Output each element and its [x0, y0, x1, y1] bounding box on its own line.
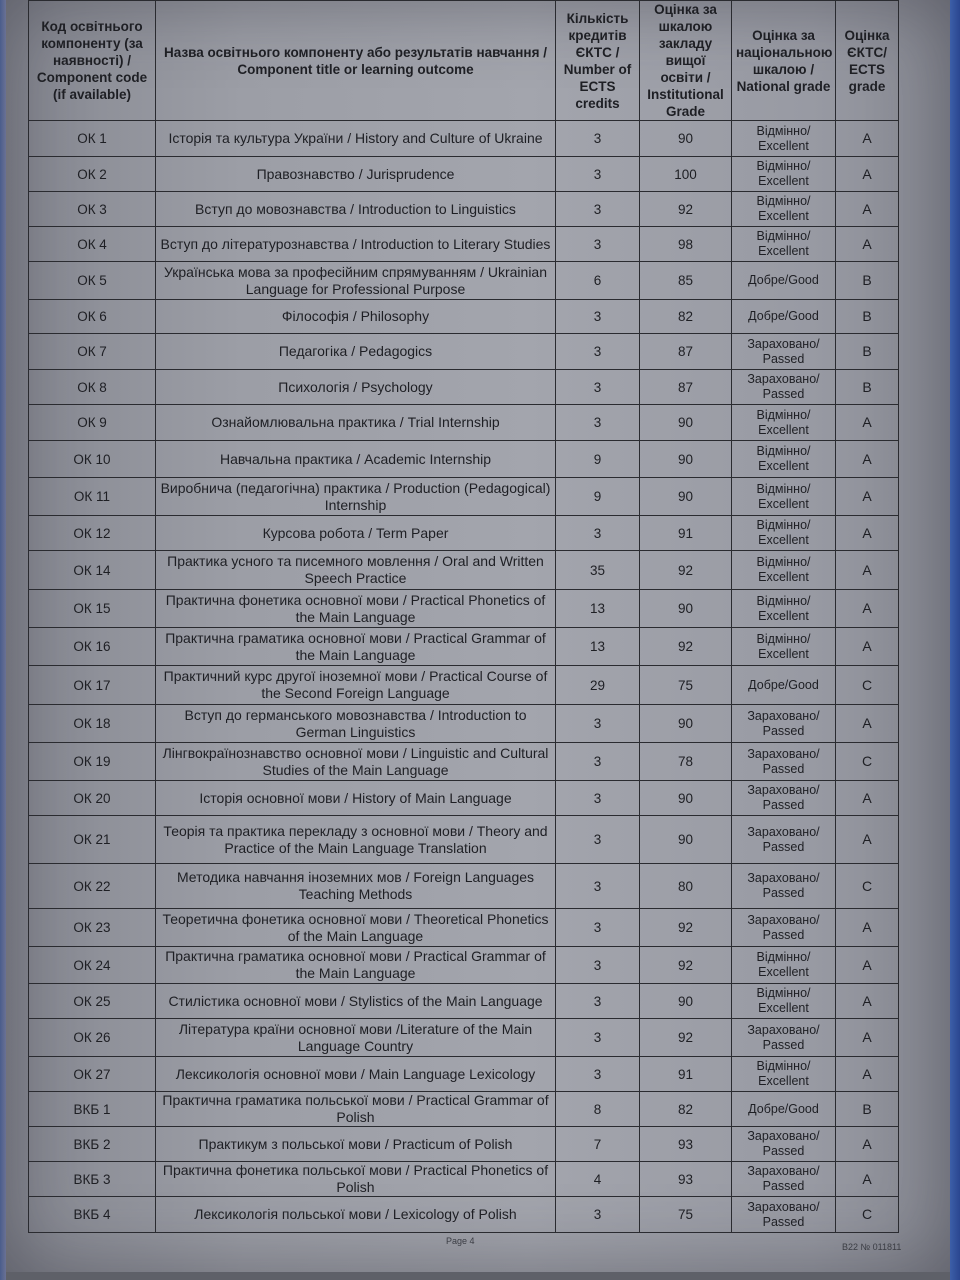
cell-national-grade: Зараховано/ Passed [732, 909, 836, 947]
cell-national-grade: Зараховано/ Passed [732, 1162, 836, 1197]
table-row [29, 227, 899, 262]
cell-title: Психологія / Psychology [156, 370, 556, 405]
cell-credits: 3 [556, 909, 640, 947]
cell-credits: 3 [556, 705, 640, 743]
cell-credits: 13 [556, 590, 640, 628]
table-row [29, 781, 899, 816]
header-component-title: Назва освітнього компоненту або результатів навчання / Component title or learning outcome [156, 1, 556, 121]
cell-credits: 29 [556, 666, 640, 705]
cell-code: ОК 20 [29, 781, 156, 816]
header-ects-credits: Кількість кредитів ЄКТС / Number of ECTS credits [556, 1, 640, 121]
cell-grade: 82 [640, 1092, 732, 1127]
cell-grade: 92 [640, 947, 732, 984]
cell-national-grade: Відмінно/ Excellent [732, 590, 836, 628]
cell-code: ОК 27 [29, 1057, 156, 1092]
cell-national-grade: Відмінно/ Excellent [732, 1057, 836, 1092]
cell-national-grade: Відмінно/ Excellent [732, 405, 836, 441]
table-row [29, 705, 899, 743]
cell-national-grade: Зараховано/ Passed [732, 781, 836, 816]
cell-code: ОК 3 [29, 192, 156, 227]
cell-code: ОК 17 [29, 666, 156, 705]
header-institutional-grade: Оцінка за шкалою закладу вищої освіти / Institutional Grade [640, 1, 732, 121]
cell-credits: 3 [556, 300, 640, 334]
cell-title: Лексикологія основної мови / Main Language Lexicology [156, 1057, 556, 1092]
cell-code: ОК 4 [29, 227, 156, 262]
table-row [29, 816, 899, 864]
cell-national-grade: Відмінно/ Excellent [732, 441, 836, 478]
table-row [29, 864, 899, 909]
table-row [29, 405, 899, 441]
cell-title: Практичний курс другої іноземної мови / Practical Course of the Second Foreign Language [156, 666, 556, 705]
cell-national-grade: Відмінно/ Excellent [732, 192, 836, 227]
cell-credits: 3 [556, 864, 640, 909]
cell-grade: 90 [640, 984, 732, 1019]
header-national-grade: Оцінка за національною шкалою / National grade [732, 1, 836, 121]
cell-national-grade: Зараховано/ Passed [732, 1019, 836, 1057]
table-row [29, 334, 899, 370]
cell-code: ОК 12 [29, 516, 156, 551]
cell-ects-grade: B [836, 334, 899, 370]
table-row [29, 1197, 899, 1233]
cell-ects-grade: A [836, 478, 899, 516]
cell-credits: 3 [556, 781, 640, 816]
cell-title: Стилістика основної мови / Stylistics of the Main Language [156, 984, 556, 1019]
cell-credits: 8 [556, 1092, 640, 1127]
cell-credits: 3 [556, 516, 640, 551]
cell-ects-grade: B [836, 300, 899, 334]
cell-grade: 90 [640, 405, 732, 441]
cell-national-grade: Зараховано/ Passed [732, 864, 836, 909]
table-row [29, 1019, 899, 1057]
cell-code: ОК 26 [29, 1019, 156, 1057]
cell-ects-grade: A [836, 705, 899, 743]
header-component-code: Код освітнього компоненту (за наявності) / Component code (if available) [29, 1, 156, 121]
table-row [29, 1057, 899, 1092]
cell-credits: 3 [556, 743, 640, 781]
cell-grade: 82 [640, 300, 732, 334]
table-row [29, 551, 899, 590]
cell-ects-grade: A [836, 947, 899, 984]
cell-ects-grade: A [836, 628, 899, 666]
cell-code: ОК 7 [29, 334, 156, 370]
cell-title: Лексикологія польської мови / Lexicology of Polish [156, 1197, 556, 1233]
cell-credits: 3 [556, 405, 640, 441]
cell-national-grade: Відмінно/ Excellent [732, 628, 836, 666]
table-row [29, 909, 899, 947]
cell-national-grade: Відмінно/ Excellent [732, 478, 836, 516]
cell-national-grade: Відмінно/ Excellent [732, 157, 836, 192]
cell-grade: 93 [640, 1127, 732, 1162]
cell-credits: 3 [556, 227, 640, 262]
table-row [29, 947, 899, 984]
cell-ects-grade: C [836, 864, 899, 909]
cell-code: ОК 14 [29, 551, 156, 590]
cell-national-grade: Відмінно/ Excellent [732, 516, 836, 551]
cell-code: ВКБ 2 [29, 1127, 156, 1162]
cell-code: ВКБ 4 [29, 1197, 156, 1233]
cell-national-grade: Добре/Good [732, 1092, 836, 1127]
cell-title: Українська мова за професійним спрямуванням / Ukrainian Language for Professional Purpose [156, 262, 556, 300]
cell-title: Практикум з польської мови / Practicum of Polish [156, 1127, 556, 1162]
table-row [29, 370, 899, 405]
cell-grade: 90 [640, 121, 732, 157]
cell-national-grade: Відмінно/ Excellent [732, 551, 836, 590]
cell-national-grade: Відмінно/ Excellent [732, 984, 836, 1019]
cell-grade: 90 [640, 478, 732, 516]
cell-grade: 80 [640, 864, 732, 909]
table-row [29, 157, 899, 192]
cell-credits: 3 [556, 1019, 640, 1057]
cell-grade: 91 [640, 1057, 732, 1092]
cell-grade: 75 [640, 1197, 732, 1233]
cell-grade: 92 [640, 192, 732, 227]
cell-ects-grade: C [836, 743, 899, 781]
table-row [29, 1092, 899, 1127]
cell-grade: 85 [640, 262, 732, 300]
cell-grade: 92 [640, 628, 732, 666]
cell-code: ОК 24 [29, 947, 156, 984]
header-ects-grade: Оцінка ЄКТС/ ECTS grade [836, 1, 899, 121]
cell-credits: 13 [556, 628, 640, 666]
cell-title: Виробнича (педагогічна) практика / Production (Pedagogical) Internship [156, 478, 556, 516]
cell-grade: 92 [640, 909, 732, 947]
table-row [29, 590, 899, 628]
cell-code: ОК 16 [29, 628, 156, 666]
cell-credits: 35 [556, 551, 640, 590]
cell-grade: 90 [640, 816, 732, 864]
cell-ects-grade: A [836, 909, 899, 947]
cell-national-grade: Зараховано/ Passed [732, 1127, 836, 1162]
cell-title: Практична фонетика польської мови / Practical Phonetics of Polish [156, 1162, 556, 1197]
cell-grade: 87 [640, 370, 732, 405]
cell-ects-grade: A [836, 441, 899, 478]
cell-credits: 3 [556, 984, 640, 1019]
cell-title: Вступ до літературознавства / Introduction to Literary Studies [156, 227, 556, 262]
cell-national-grade: Відмінно/ Excellent [732, 227, 836, 262]
table-row [29, 121, 899, 157]
cell-title: Практика усного та писемного мовлення / Oral and Written Speech Practice [156, 551, 556, 590]
cell-credits: 6 [556, 262, 640, 300]
table-row [29, 743, 899, 781]
cell-title: Література країни основної мови /Literature of the Main Language Country [156, 1019, 556, 1057]
table-row [29, 628, 899, 666]
cell-code: ОК 22 [29, 864, 156, 909]
cell-grade: 90 [640, 441, 732, 478]
grades-table [28, 0, 899, 1233]
cell-ects-grade: B [836, 370, 899, 405]
cell-title: Теорія та практика перекладу з основної мови / Theory and Practice of the Main Language Translation [156, 816, 556, 864]
cell-title: Лінгвокраїнознавство основної мови / Linguistic and Cultural Studies of the Main Language [156, 743, 556, 781]
cell-national-grade: Добре/Good [732, 262, 836, 300]
cell-national-grade: Зараховано/ Passed [732, 705, 836, 743]
cell-code: ОК 1 [29, 121, 156, 157]
table-row [29, 262, 899, 300]
cell-title: Курсова робота / Term Paper [156, 516, 556, 551]
table-row [29, 192, 899, 227]
cell-title: Навчальна практика / Academic Internship [156, 441, 556, 478]
cell-code: ОК 6 [29, 300, 156, 334]
cell-title: Практична граматика польської мови / Practical Grammar of Polish [156, 1092, 556, 1127]
cell-ects-grade: A [836, 984, 899, 1019]
cell-title: Вступ до мовознавства / Introduction to Linguistics [156, 192, 556, 227]
cell-title: Педагогіка / Pedagogics [156, 334, 556, 370]
page-number: Page 4 [446, 1236, 475, 1246]
cell-code: ОК 25 [29, 984, 156, 1019]
cell-credits: 3 [556, 157, 640, 192]
cell-grade: 90 [640, 590, 732, 628]
cell-ects-grade: A [836, 590, 899, 628]
cell-grade: 91 [640, 516, 732, 551]
document-serial: B22 № 011811 [842, 1242, 902, 1252]
cell-credits: 9 [556, 441, 640, 478]
cell-title: Методика навчання іноземних мов / Foreign Languages Teaching Methods [156, 864, 556, 909]
cell-grade: 100 [640, 157, 732, 192]
cell-title: Практична граматика основної мови / Practical Grammar of the Main Language [156, 628, 556, 666]
cell-national-grade: Зараховано/ Passed [732, 743, 836, 781]
table-row [29, 666, 899, 705]
cell-grade: 93 [640, 1162, 732, 1197]
table-row [29, 300, 899, 334]
cell-credits: 3 [556, 947, 640, 984]
table-row [29, 441, 899, 478]
cell-national-grade: Відмінно/ Excellent [732, 947, 836, 984]
cell-code: ОК 21 [29, 816, 156, 864]
cell-national-grade: Зараховано/ Passed [732, 334, 836, 370]
cell-ects-grade: A [836, 192, 899, 227]
cell-grade: 98 [640, 227, 732, 262]
cell-grade: 90 [640, 705, 732, 743]
left-edge-border [0, 0, 6, 1280]
cell-ects-grade: A [836, 816, 899, 864]
table-row [29, 1162, 899, 1197]
cell-national-grade: Добре/Good [732, 666, 836, 705]
cell-code: ОК 2 [29, 157, 156, 192]
cell-code: ОК 11 [29, 478, 156, 516]
cell-ects-grade: B [836, 262, 899, 300]
cell-ects-grade: A [836, 516, 899, 551]
cell-national-grade: Зараховано/ Passed [732, 816, 836, 864]
table-header-row [29, 1, 899, 121]
cell-ects-grade: A [836, 157, 899, 192]
cell-ects-grade: A [836, 121, 899, 157]
cell-grade: 92 [640, 551, 732, 590]
cell-credits: 3 [556, 334, 640, 370]
cell-ects-grade: A [836, 1057, 899, 1092]
cell-code: ОК 19 [29, 743, 156, 781]
cell-grade: 92 [640, 1019, 732, 1057]
table-row [29, 1127, 899, 1162]
cell-grade: 75 [640, 666, 732, 705]
cell-title: Історія та культура України / History and Culture of Ukraine [156, 121, 556, 157]
cell-title: Ознайомлювальна практика / Trial Internship [156, 405, 556, 441]
cell-ects-grade: A [836, 1127, 899, 1162]
cell-national-grade: Зараховано/ Passed [732, 1197, 836, 1233]
document-sheet [6, 0, 954, 1272]
cell-title: Практична фонетика основної мови / Practical Phonetics of the Main Language [156, 590, 556, 628]
cell-credits: 3 [556, 192, 640, 227]
cell-code: ОК 15 [29, 590, 156, 628]
cell-title: Правознавство / Jurisprudence [156, 157, 556, 192]
cell-title: Філософія / Philosophy [156, 300, 556, 334]
cell-credits: 3 [556, 370, 640, 405]
cell-code: ОК 5 [29, 262, 156, 300]
cell-credits: 3 [556, 816, 640, 864]
table-row [29, 984, 899, 1019]
cell-credits: 3 [556, 1057, 640, 1092]
cell-code: ОК 23 [29, 909, 156, 947]
cell-national-grade: Зараховано/ Passed [732, 370, 836, 405]
cell-credits: 3 [556, 1197, 640, 1233]
cell-ects-grade: A [836, 1162, 899, 1197]
cell-ects-grade: A [836, 227, 899, 262]
cell-ects-grade: A [836, 405, 899, 441]
table-row [29, 478, 899, 516]
cell-ects-grade: A [836, 551, 899, 590]
cell-title: Вступ до германського мовознавства / Introduction to German Linguistics [156, 705, 556, 743]
table-row [29, 516, 899, 551]
cell-credits: 7 [556, 1127, 640, 1162]
table-body [29, 121, 899, 1233]
cell-title: Практична граматика основної мови / Practical Grammar of the Main Language [156, 947, 556, 984]
cell-grade: 90 [640, 781, 732, 816]
cell-grade: 87 [640, 334, 732, 370]
cell-national-grade: Відмінно/ Excellent [732, 121, 836, 157]
cell-credits: 9 [556, 478, 640, 516]
cell-ects-grade: A [836, 781, 899, 816]
cell-national-grade: Добре/Good [732, 300, 836, 334]
cell-grade: 78 [640, 743, 732, 781]
cell-ects-grade: C [836, 666, 899, 705]
cell-ects-grade: B [836, 1092, 899, 1127]
right-blue-border [950, 0, 960, 1280]
cell-title: Теоретична фонетика основної мови / Theoretical Phonetics of the Main Language [156, 909, 556, 947]
cell-code: ВКБ 3 [29, 1162, 156, 1197]
cell-ects-grade: C [836, 1197, 899, 1233]
cell-code: ВКБ 1 [29, 1092, 156, 1127]
cell-code: ОК 10 [29, 441, 156, 478]
cell-credits: 3 [556, 121, 640, 157]
cell-code: ОК 9 [29, 405, 156, 441]
cell-title: Історія основної мови / History of Main Language [156, 781, 556, 816]
cell-code: ОК 18 [29, 705, 156, 743]
cell-code: ОК 8 [29, 370, 156, 405]
cell-credits: 4 [556, 1162, 640, 1197]
cell-ects-grade: A [836, 1019, 899, 1057]
